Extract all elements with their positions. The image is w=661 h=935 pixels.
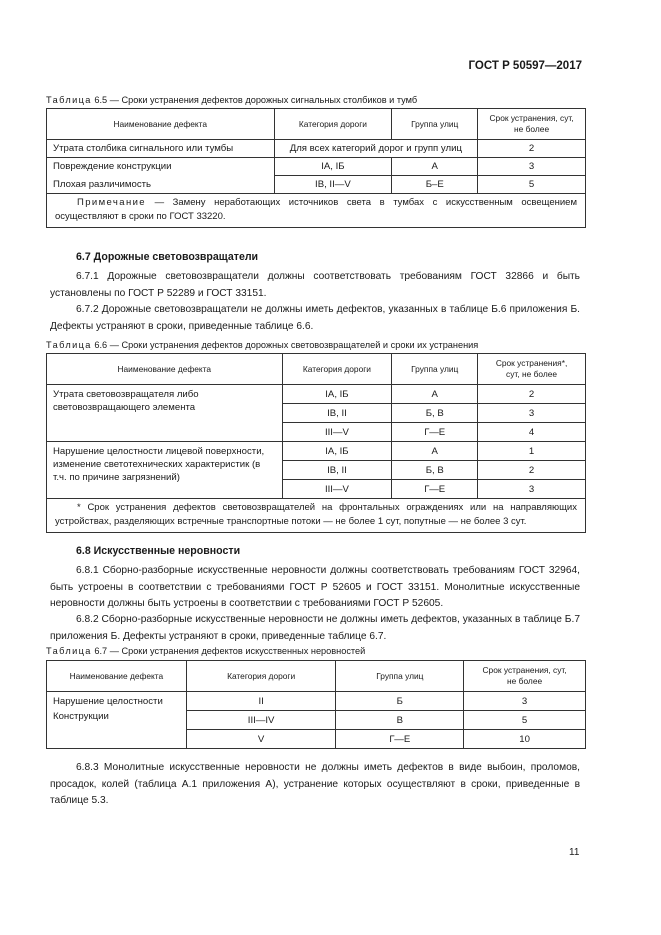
- table-row: [47, 176, 586, 194]
- group-cell: А: [392, 158, 478, 176]
- note-text: — Замену неработающих источников света в тумбах с искусственным освещением осуществляют в сроки по ГОСТ 33220.: [55, 197, 577, 222]
- defect-cell: Нарушение целостности Конструкции: [47, 692, 187, 749]
- category-cell: II: [186, 692, 336, 711]
- defect-cell: Повреждение конструкции: [47, 158, 275, 176]
- category-cell: III—IV: [186, 711, 336, 730]
- group-cell: Б: [336, 692, 464, 711]
- group-cell: Г—Е: [392, 480, 478, 499]
- group-cell: Г—Е: [336, 730, 464, 749]
- term-cell: 10: [464, 730, 586, 749]
- term-cell: 3: [478, 404, 586, 423]
- paragraph-6-7-2: 6.7.2 Дорожные световозвращатели не должны иметь дефектов, указанных в таблице Б.6 приложения Б. Дефекты устраняют в сроки, приведенные таблице 6.6.: [50, 304, 580, 332]
- group-cell: В: [336, 711, 464, 730]
- page-number: 11: [569, 847, 580, 858]
- category-cell: IA, IБ: [282, 385, 392, 404]
- term-cell: 3: [478, 480, 586, 499]
- table-6-6-caption: [46, 340, 478, 350]
- defect-cell: Утрата световозвращателя либо световозвращающего элемента: [47, 385, 283, 442]
- defect-cell: Плохая различимость: [47, 176, 275, 194]
- table-6-7-caption: [46, 646, 365, 656]
- term-cell: 4: [478, 423, 586, 442]
- column-header: Срок устранения*, сут, не более: [478, 354, 586, 385]
- category-cell: IВ, II: [282, 461, 392, 480]
- document-code: ГОСТ Р 50597—2017: [468, 60, 582, 72]
- term-cell: 5: [464, 711, 586, 730]
- column-header: Категория дороги: [186, 661, 336, 692]
- caption-label: Таблица: [46, 646, 92, 656]
- table-row: [47, 692, 586, 711]
- term-cell: 2: [478, 385, 586, 404]
- term-cell: 2: [478, 461, 586, 480]
- category-cell: III—V: [282, 480, 392, 499]
- caption-text: 6.7 — Сроки устранения дефектов искусственных неровностей: [94, 646, 366, 656]
- defect-cell: Утрата столбика сигнального или тумбы: [47, 140, 275, 158]
- group-cell: А: [392, 385, 478, 404]
- column-header: Категория дороги: [274, 109, 392, 140]
- category-cell: IA, IБ: [274, 158, 392, 176]
- caption-text: 6.6 — Сроки устранения дефектов дорожных световозвращателей и сроки их устранения: [94, 340, 479, 350]
- table-row: [47, 385, 586, 404]
- group-cell: А: [392, 442, 478, 461]
- term-cell: 3: [478, 158, 586, 176]
- category-cell: IA, IБ: [282, 442, 392, 461]
- table-6-6: [46, 353, 586, 533]
- note-label: Примечание: [77, 197, 146, 208]
- caption-text: 6.5 — Сроки устранения дефектов дорожных сигнальных столбиков и тумб: [94, 95, 418, 105]
- category-cell: V: [186, 730, 336, 749]
- table-6-5-caption: [46, 95, 417, 105]
- group-cell: Б–Е: [392, 176, 478, 194]
- column-header: Срок устранения, сут, не более: [478, 109, 586, 140]
- table-6-7: [46, 660, 586, 749]
- section-title-6-7: 6.7 Дорожные световозвращатели: [76, 251, 259, 263]
- term-cell: 2: [478, 140, 586, 158]
- caption-label: Таблица: [46, 340, 92, 350]
- term-cell: 3: [464, 692, 586, 711]
- column-header: Наименование дефекта: [47, 109, 275, 140]
- category-cell: III—V: [282, 423, 392, 442]
- table-note: [47, 194, 586, 228]
- group-cell: Г—Е: [392, 423, 478, 442]
- paragraph-6-8-1: 6.8.1 Сборно-разборные искусственные неровности должны соответствовать требованиям ГОСТ 32964, быть устроены в соответствии с требованиями ГОСТ Р 52605 и ГОСТ 33151. Монолитные искусственные неровности должны быть устроены в соответствии с требованиями ГОСТ Р 52605.: [50, 565, 580, 609]
- paragraph-6-8-3: 6.8.3 Монолитные искусственные неровности не должны иметь дефектов в виде выбоин, проломов, просадок, колей (таблица А.1 приложения А), устранение которых осуществляют в сроки, приведенные в таблице 5.3.: [50, 762, 580, 806]
- defect-cell: Нарушение целостности лицевой поверхности, изменение светотехнических характеристик (в т.ч. по причине загрязнений): [47, 442, 283, 499]
- paragraph-6-7-1: 6.7.1 Дорожные световозвращатели должны соответствовать требованиям ГОСТ 32866 и быть установлены по ГОСТ Р 52289 и ГОСТ 33151.: [50, 271, 580, 299]
- column-header: Группа улиц: [392, 354, 478, 385]
- column-header: Наименование дефекта: [47, 661, 187, 692]
- section-title-6-8: 6.8 Искусственные неровности: [76, 545, 241, 557]
- merged-category-cell: Для всех категорий дорог и групп улиц: [274, 140, 478, 158]
- group-cell: Б, В: [392, 461, 478, 480]
- table-row: [47, 158, 586, 176]
- column-header: Наименование дефекта: [47, 354, 283, 385]
- category-cell: IВ, II—V: [274, 176, 392, 194]
- term-cell: 1: [478, 442, 586, 461]
- category-cell: IВ, II: [282, 404, 392, 423]
- group-cell: Б, В: [392, 404, 478, 423]
- table-row: [47, 140, 586, 158]
- term-cell: 5: [478, 176, 586, 194]
- table-footnote-row: [47, 499, 586, 533]
- table-note-row: [47, 194, 586, 228]
- table-footnote: * Срок устранения дефектов световозвращателей на фронтальных ограждениях или на направляющих устройствах, разделяющих встречные транспортные потоки — не более 1 сут, попутные — не более 3 сут.: [47, 499, 586, 533]
- table-row: [47, 442, 586, 461]
- table-6-5: [46, 108, 586, 228]
- column-header: Срок устранения, сут, не более: [464, 661, 586, 692]
- paragraph-6-8-2: 6.8.2 Сборно-разборные искусственные неровности не должны иметь дефектов, указанных в таблице Б.7 приложения Б. Дефекты устраняют в сроки, приведенные таблице 6.7.: [50, 614, 580, 642]
- column-header: Категория дороги: [282, 354, 392, 385]
- column-header: Группа улиц: [392, 109, 478, 140]
- caption-label: Таблица: [46, 95, 92, 105]
- column-header: Группа улиц: [336, 661, 464, 692]
